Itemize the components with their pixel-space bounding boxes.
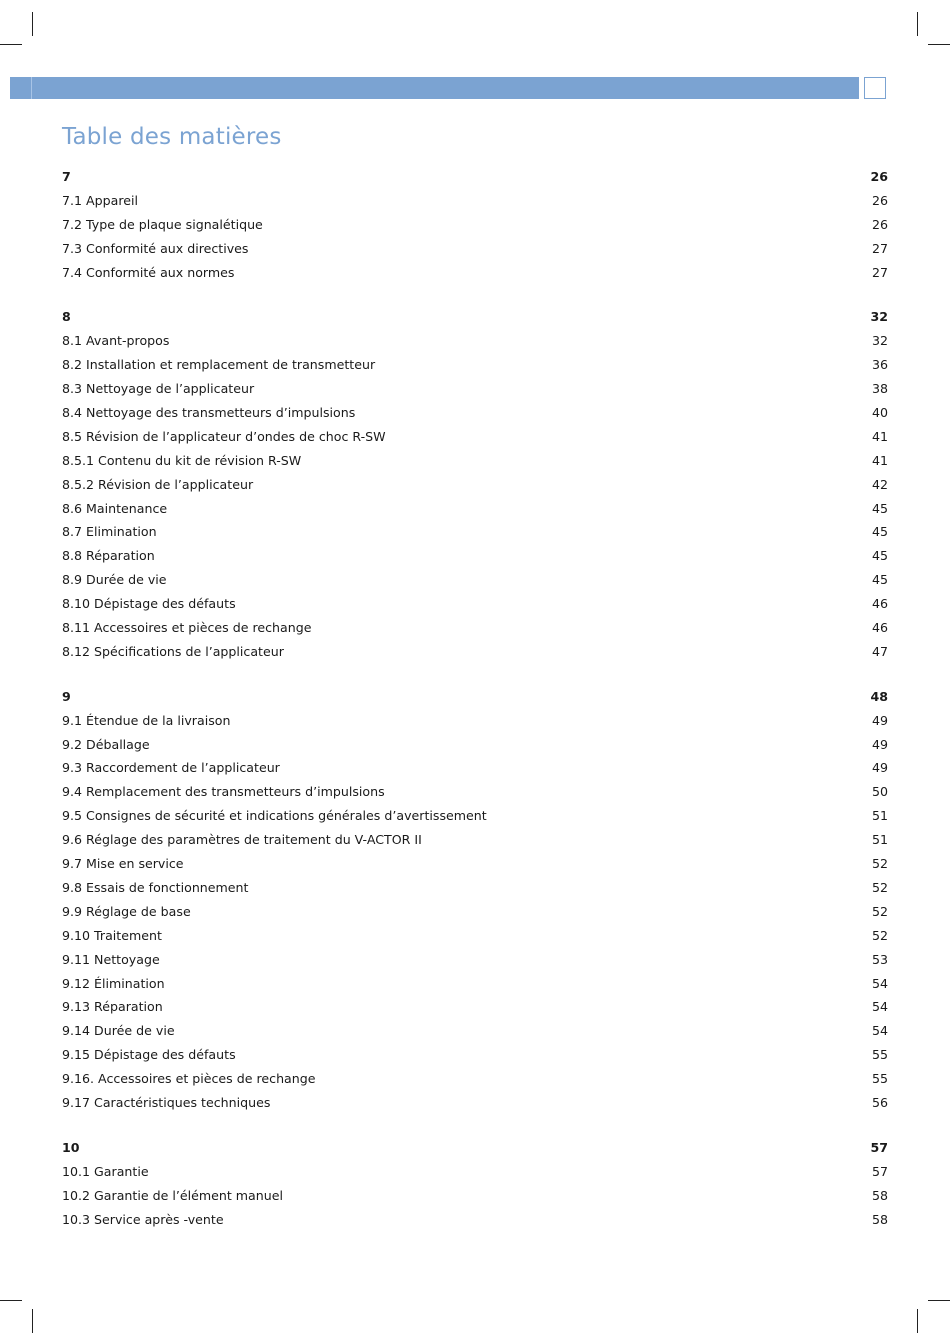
toc-entry[interactable]	[62, 425, 888, 449]
toc-entry[interactable]	[62, 828, 888, 852]
toc-page-number: 45	[871, 548, 888, 564]
toc-section	[62, 305, 888, 663]
toc-entry-label: 8.4 Nettoyage des transmetteurs d’impulsions	[62, 405, 356, 421]
toc-entry-label: 9.2 Déballage	[62, 736, 150, 752]
toc-page-number: 26	[871, 216, 888, 232]
toc-entry-label: 7.4 Conformité aux normes	[62, 264, 235, 280]
toc-entry[interactable]	[62, 497, 888, 521]
toc-entry-label: 8.7 Elimination	[62, 524, 157, 540]
toc-page-number: 45	[871, 500, 888, 516]
toc-page-number: 50	[871, 784, 888, 800]
toc-section-heading[interactable]	[62, 165, 888, 189]
toc-entry[interactable]	[62, 709, 888, 733]
crop-mark	[917, 12, 918, 36]
toc-entry[interactable]	[62, 1043, 888, 1067]
toc-page-number: 56	[871, 1094, 888, 1110]
toc-section-heading[interactable]	[62, 1136, 888, 1160]
toc-entry-label: 9.8 Essais de fonctionnement	[62, 879, 249, 895]
crop-mark	[0, 1300, 22, 1301]
toc-entry[interactable]	[62, 189, 888, 213]
toc-page-number: 45	[871, 524, 888, 540]
toc-entry[interactable]	[62, 733, 888, 757]
toc-page-number: 57	[870, 1139, 888, 1155]
toc-entry-label: 8.5 Révision de l’applicateur d’ondes de choc R-SW	[62, 428, 386, 444]
toc-page-number: 51	[871, 808, 888, 824]
toc-page-number: 26	[870, 169, 888, 184]
toc-section	[62, 165, 888, 284]
toc-section-number: 9	[62, 688, 71, 704]
page-title: Table des matières	[62, 124, 282, 150]
header-box	[864, 77, 886, 99]
toc-entry[interactable]	[62, 544, 888, 568]
toc-entry[interactable]	[62, 329, 888, 353]
toc-entry[interactable]	[62, 804, 888, 828]
toc-entry-label: 9.10 Traitement	[62, 927, 162, 943]
toc-entry[interactable]	[62, 1067, 888, 1091]
toc-entry[interactable]	[62, 473, 888, 497]
toc-entry[interactable]	[62, 213, 888, 237]
toc-entry[interactable]	[62, 1184, 888, 1208]
table-of-contents	[62, 165, 888, 1252]
toc-entry-label: 9.17 Caractéristiques techniques	[62, 1094, 271, 1110]
toc-page-number: 45	[871, 572, 888, 588]
toc-entry[interactable]	[62, 924, 888, 948]
toc-entry[interactable]	[62, 520, 888, 544]
toc-entry-label: 10.2 Garantie de l’élément manuel	[62, 1187, 283, 1203]
toc-entry-label: 7.1 Appareil	[62, 192, 138, 208]
toc-entry-label: 8.1 Avant-propos	[62, 333, 170, 349]
toc-entry-label: 7.2 Type de plaque signalétique	[62, 216, 263, 232]
toc-entry[interactable]	[62, 780, 888, 804]
toc-entry[interactable]	[62, 449, 888, 473]
toc-entry-label: 9.16. Accessoires et pièces de rechange	[62, 1071, 316, 1087]
toc-entry-label: 9.3 Raccordement de l’applicateur	[62, 760, 280, 776]
toc-entry-label: 9.13 Réparation	[62, 999, 163, 1015]
toc-page-number: 32	[871, 333, 888, 349]
toc-page-number: 42	[871, 476, 888, 492]
toc-entry-label: 8.11 Accessoires et pièces de rechange	[62, 620, 312, 636]
toc-page-number: 40	[871, 405, 888, 421]
toc-page-number: 27	[871, 240, 888, 256]
crop-mark	[32, 12, 33, 36]
toc-page-number: 41	[871, 452, 888, 468]
toc-entry-label: 7.3 Conformité aux directives	[62, 240, 249, 256]
toc-page-number: 49	[871, 712, 888, 728]
toc-page-number: 53	[871, 951, 888, 967]
toc-entry-label: 8.10 Dépistage des défauts	[62, 596, 236, 612]
toc-entry-label: 9.6 Réglage des paramètres de traitement du V-ACTOR II	[62, 832, 422, 848]
toc-entry-label: 9.1 Étendue de la livraison	[62, 712, 231, 728]
toc-page-number: 32	[870, 309, 888, 325]
toc-section	[62, 1136, 888, 1232]
toc-entry[interactable]	[62, 592, 888, 616]
toc-entry[interactable]	[62, 401, 888, 425]
toc-page-number: 49	[871, 736, 888, 752]
toc-entry-label: 10.3 Service après -vente	[62, 1211, 224, 1227]
toc-page-number: 48	[870, 688, 888, 704]
toc-entry[interactable]	[62, 1019, 888, 1043]
toc-entry[interactable]	[62, 616, 888, 640]
toc-entry-label: 8.3 Nettoyage de l’applicateur	[62, 381, 255, 397]
toc-entry[interactable]	[62, 852, 888, 876]
toc-section-number: 7	[62, 169, 71, 184]
toc-entry[interactable]	[62, 261, 888, 285]
toc-entry-label: 8.2 Installation et remplacement de transmetteur	[62, 357, 376, 373]
toc-entry-label: 8.5.1 Contenu du kit de révision R-SW	[62, 452, 302, 468]
toc-entry-label: 8.6 Maintenance	[62, 500, 168, 516]
toc-section	[62, 685, 888, 1115]
toc-entry-label: 9.11 Nettoyage	[62, 951, 160, 967]
toc-page-number: 38	[871, 381, 888, 397]
toc-entry[interactable]	[62, 756, 888, 780]
toc-entry[interactable]	[62, 568, 888, 592]
toc-page-number: 52	[871, 879, 888, 895]
toc-entry[interactable]	[62, 1208, 888, 1232]
toc-entry-label: 9.4 Remplacement des transmetteurs d’impulsions	[62, 784, 385, 800]
toc-entry[interactable]	[62, 353, 888, 377]
toc-page-number: 52	[871, 856, 888, 872]
toc-entry[interactable]	[62, 876, 888, 900]
toc-section-heading[interactable]	[62, 305, 888, 329]
toc-entry-label: 8.9 Durée de vie	[62, 572, 167, 588]
toc-entry-label: 9.9 Réglage de base	[62, 903, 191, 919]
toc-page-number: 54	[871, 1023, 888, 1039]
toc-section-number: 10	[62, 1139, 80, 1155]
crop-mark	[928, 44, 950, 45]
toc-page-number: 54	[871, 975, 888, 991]
toc-page-number: 51	[871, 832, 888, 848]
toc-section-number: 8	[62, 309, 71, 325]
toc-entry[interactable]	[62, 377, 888, 401]
toc-page-number: 58	[871, 1187, 888, 1203]
toc-page-number: 52	[871, 903, 888, 919]
toc-page-number: 58	[871, 1211, 888, 1227]
toc-page-number: 57	[871, 1163, 888, 1179]
toc-entry[interactable]	[62, 1160, 888, 1184]
toc-page-number: 47	[871, 643, 888, 659]
crop-mark	[917, 1309, 918, 1333]
toc-section-heading[interactable]	[62, 685, 888, 709]
toc-page-number: 26	[871, 192, 888, 208]
toc-page-number: 52	[871, 927, 888, 943]
toc-page-number: 46	[871, 596, 888, 612]
toc-page-number: 27	[871, 264, 888, 280]
toc-page-number: 46	[871, 620, 888, 636]
toc-page-number: 49	[871, 760, 888, 776]
toc-entry-label: 10.1 Garantie	[62, 1163, 149, 1179]
toc-entry-label: 9.15 Dépistage des défauts	[62, 1047, 236, 1063]
toc-entry-label: 9.5 Consignes de sécurité et indications générales d’avertissement	[62, 808, 487, 824]
toc-entry[interactable]	[62, 1091, 888, 1115]
crop-mark	[0, 44, 22, 45]
toc-entry-label: 8.8 Réparation	[62, 548, 155, 564]
toc-entry[interactable]	[62, 640, 888, 664]
toc-entry[interactable]	[62, 948, 888, 972]
crop-mark	[32, 1309, 33, 1333]
toc-page-number: 36	[871, 357, 888, 373]
toc-entry[interactable]	[62, 995, 888, 1019]
toc-entry-label: 9.7 Mise en service	[62, 856, 184, 872]
toc-page-number: 55	[871, 1071, 888, 1087]
toc-page-number: 41	[871, 428, 888, 444]
header-bar	[10, 77, 859, 99]
toc-entry-label: 8.12 Spécifications de l’applicateur	[62, 643, 284, 659]
toc-entry-label: 8.5.2 Révision de l’applicateur	[62, 476, 254, 492]
toc-entry-label: 9.14 Durée de vie	[62, 1023, 175, 1039]
toc-entry[interactable]	[62, 972, 888, 996]
crop-mark	[928, 1300, 950, 1301]
toc-page-number: 55	[871, 1047, 888, 1063]
toc-entry[interactable]	[62, 237, 888, 261]
toc-entry-label: 9.12 Élimination	[62, 975, 165, 991]
toc-entry[interactable]	[62, 900, 888, 924]
toc-page-number: 54	[871, 999, 888, 1015]
